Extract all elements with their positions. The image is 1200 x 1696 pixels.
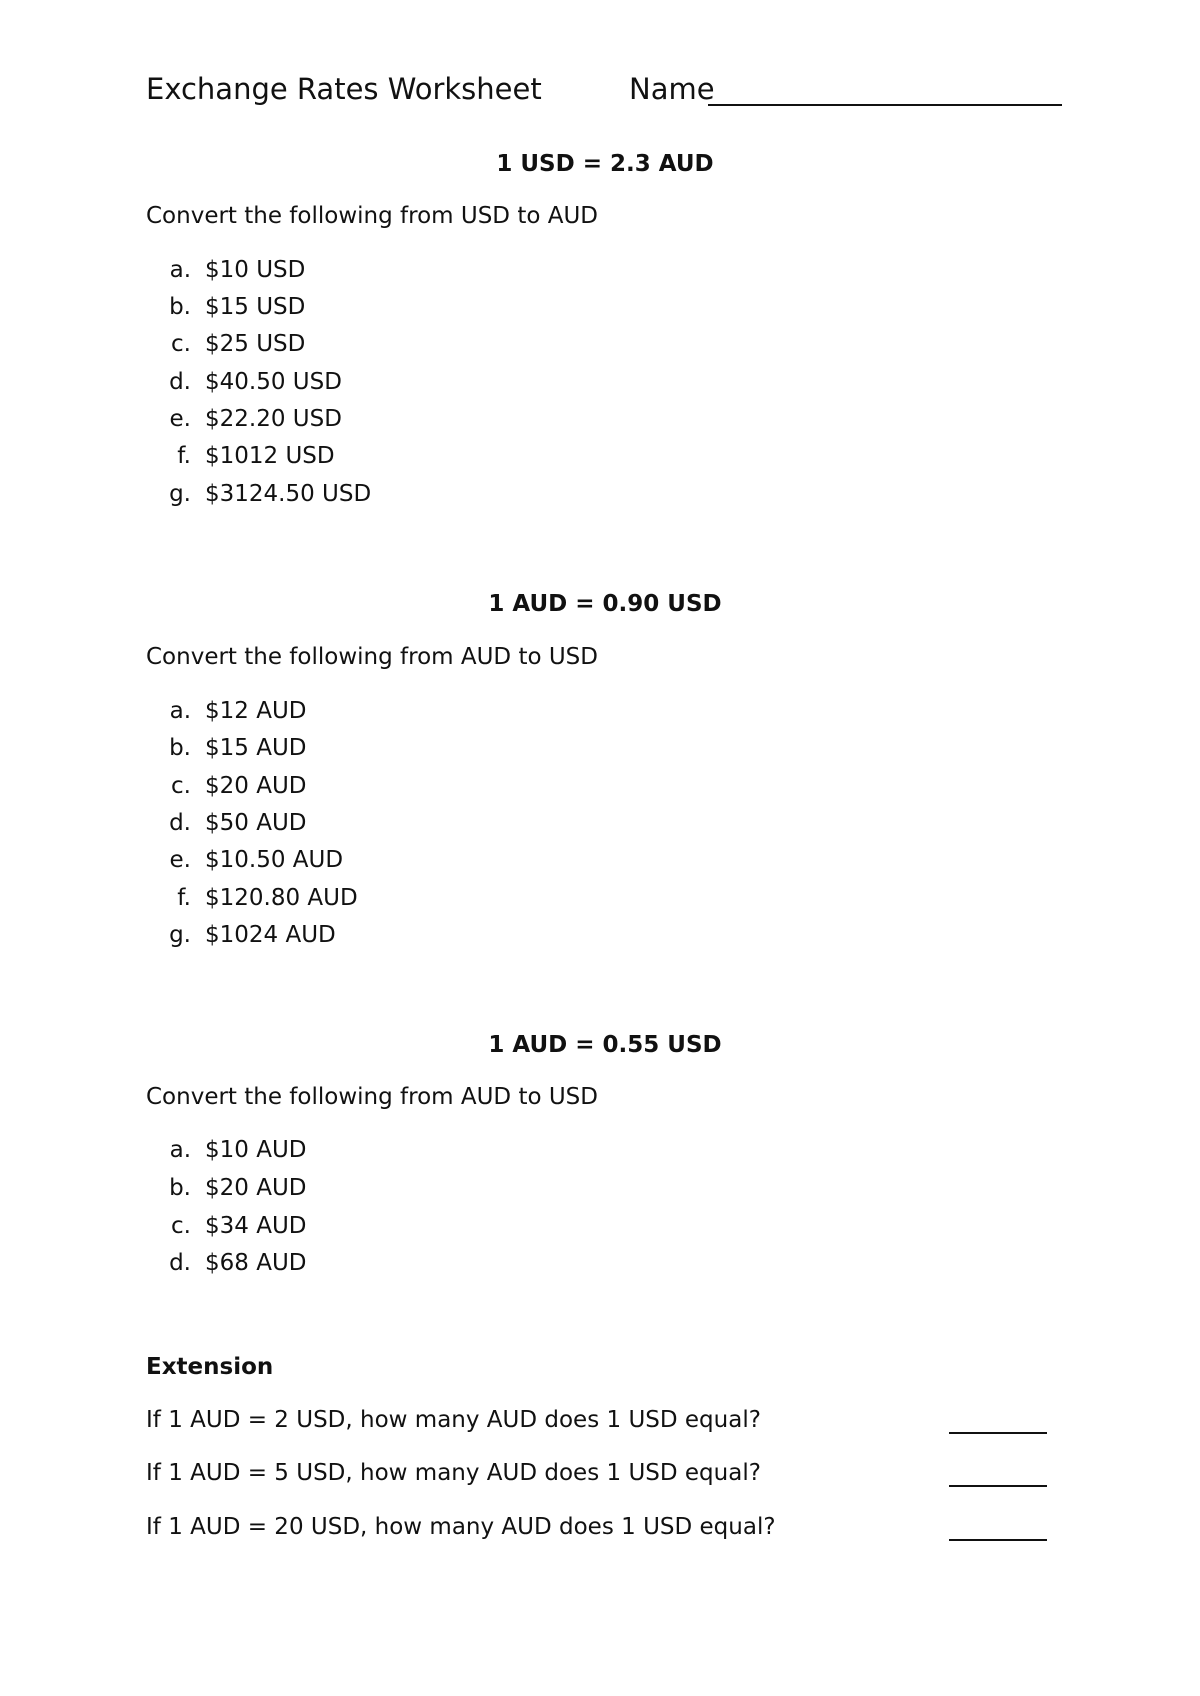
item-value: $10 USD <box>205 257 306 283</box>
section-2-instruction: Convert the following from AUD to USD <box>146 644 598 670</box>
item-letter: b. <box>169 735 191 761</box>
section-1-instruction: Convert the following from USD to AUD <box>146 203 598 229</box>
extension-question: If 1 AUD = 5 USD, how many AUD does 1 USD equal? <box>146 1460 761 1486</box>
list-item <box>146 1175 307 1201</box>
item-value: $3124.50 USD <box>205 481 372 507</box>
item-letter: d. <box>169 810 191 836</box>
item-letter: c. <box>171 1213 191 1239</box>
item-letter: c. <box>171 331 191 357</box>
item-letter: a. <box>169 698 191 724</box>
answer-blank[interactable] <box>949 1432 1047 1434</box>
list-item <box>146 735 307 761</box>
item-letter: e. <box>169 406 191 432</box>
item-letter: g. <box>169 922 191 948</box>
list-item <box>146 369 342 395</box>
name-label: Name <box>629 72 715 106</box>
item-value: $10 AUD <box>205 1137 307 1163</box>
item-value: $22.20 USD <box>205 406 342 432</box>
item-value: $20 AUD <box>205 1175 307 1201</box>
item-letter: f. <box>177 443 191 469</box>
list-item <box>146 1250 307 1276</box>
list-item <box>146 1137 307 1163</box>
list-item <box>146 885 358 911</box>
item-value: $12 AUD <box>205 698 307 724</box>
list-item <box>146 443 335 469</box>
item-value: $34 AUD <box>205 1213 307 1239</box>
extension-question: If 1 AUD = 2 USD, how many AUD does 1 USD equal? <box>146 1407 761 1433</box>
section-1-rate: 1 USD = 2.3 AUD <box>496 151 714 177</box>
item-value: $50 AUD <box>205 810 307 836</box>
item-value: $15 USD <box>205 294 306 320</box>
item-value: $15 AUD <box>205 735 307 761</box>
item-letter: b. <box>169 1175 191 1201</box>
answer-blank[interactable] <box>949 1539 1047 1541</box>
list-item <box>146 698 307 724</box>
list-item <box>146 773 307 799</box>
list-item <box>146 294 305 320</box>
item-letter: f. <box>177 885 191 911</box>
section-2-rate: 1 AUD = 0.90 USD <box>488 591 722 617</box>
item-letter: g. <box>169 481 191 507</box>
list-item <box>146 1213 307 1239</box>
section-3-rate: 1 AUD = 0.55 USD <box>488 1032 722 1058</box>
item-letter: a. <box>169 1137 191 1163</box>
answer-blank[interactable] <box>949 1485 1047 1487</box>
item-letter: e. <box>169 847 191 873</box>
list-item <box>146 406 342 432</box>
list-item <box>146 481 371 507</box>
section-3-instruction: Convert the following from AUD to USD <box>146 1084 598 1110</box>
item-value: $20 AUD <box>205 773 307 799</box>
item-letter: d. <box>169 1250 191 1276</box>
list-item <box>146 331 305 357</box>
item-value: $1024 AUD <box>205 922 336 948</box>
list-item <box>146 922 336 948</box>
worksheet-title: Exchange Rates Worksheet <box>146 72 542 106</box>
item-value: $10.50 AUD <box>205 847 344 873</box>
list-item <box>146 847 343 873</box>
item-value: $1012 USD <box>205 443 335 469</box>
item-value: $68 AUD <box>205 1250 307 1276</box>
item-letter: d. <box>169 369 191 395</box>
item-letter: c. <box>171 773 191 799</box>
item-letter: a. <box>169 257 191 283</box>
name-field-line[interactable] <box>708 104 1062 106</box>
item-value: $120.80 AUD <box>205 885 358 911</box>
list-item <box>146 257 305 283</box>
extension-heading: Extension <box>146 1354 274 1380</box>
extension-question: If 1 AUD = 20 USD, how many AUD does 1 USD equal? <box>146 1514 776 1540</box>
list-item <box>146 810 307 836</box>
item-value: $40.50 USD <box>205 369 342 395</box>
item-letter: b. <box>169 294 191 320</box>
item-value: $25 USD <box>205 331 306 357</box>
